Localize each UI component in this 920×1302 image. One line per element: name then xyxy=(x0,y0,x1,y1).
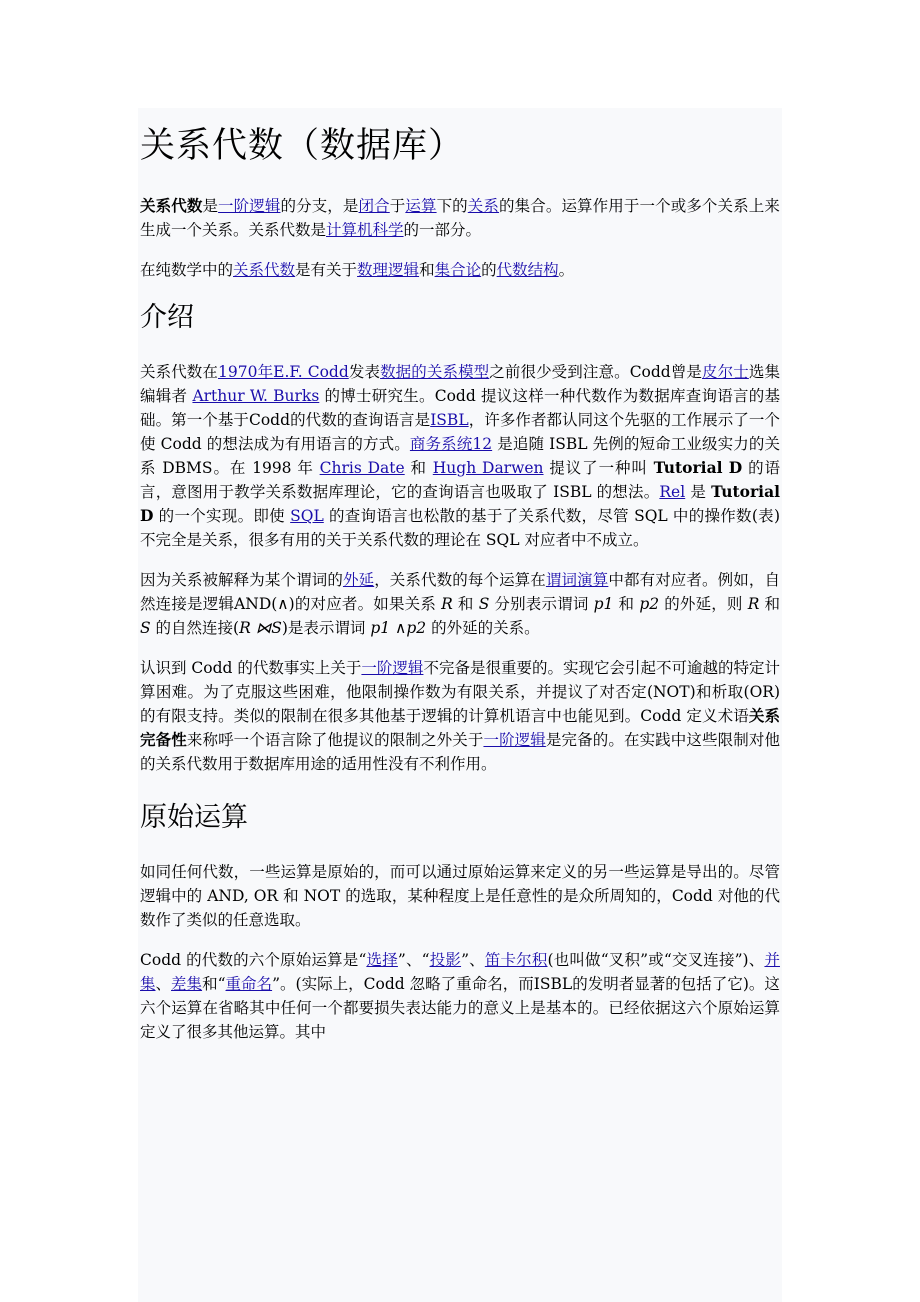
link-closure[interactable]: 闭合 xyxy=(358,197,390,215)
link-relation[interactable]: 关系 xyxy=(467,197,500,215)
section-heading-intro: 介绍 xyxy=(140,302,194,333)
link-projection[interactable]: 投影 xyxy=(429,951,462,969)
history-paragraph: 关系代数在1970年E.F. Codd发表数据的关系模型之前很少受到注意。Codd曾是皮尔士选集编辑者 Arthur W. Burks 的博士研究生。Codd 提议这样一种代数作为数据库查询语言的基础。第一个基于Codd的代数的查询语言是ISBL，许多作者都认同这个先驱的工作展示了一个使 Codd 的想法成为有用语言的方式。商务系统12 是追随 ISBL 先例的短命工业级实力的关系 DBMS。在 1998 年 Chris Date 和 Hugh Darwen 提议了一种叫 Tutorial D 的语言，意图用于教学关系数据库理论，它的查询语言也吸取了 ISBL 的想法。Rel 是 Tutorial D 的一个实现。即使 SQL 的查询语言也松散的基于了关系代数，尽管 SQL 中的操作数(表)不完全是关系，很多有用的关于关系代数的理论在 SQL 对应者中不成立。 xyxy=(140,363,781,549)
completeness-paragraph: 认识到 Codd 的代数事实上关于一阶逻辑不完备是很重要的。实现它会引起不可逾越的特定计算困难。为了克服这些困难，他限制操作数为有限关系，并提议了对否定(NOT)和析取(OR)的有限支持。类似的限制在很多其他基于逻辑的计算机语言中也能见到。Codd 定义术语关系完备性来称呼一个语言除了他提议的限制之外关于一阶逻辑是完备的。在实践中这些限制对他的关系代数用于数据库用途的适用性没有不利作用。 xyxy=(140,659,780,773)
math-paragraph: 在纯数学中的关系代数是有关于数理逻辑和集合论的代数结构。 xyxy=(140,261,575,279)
link-extension[interactable]: 外延 xyxy=(342,571,375,589)
link-hugh-darwen[interactable]: Hugh Darwen xyxy=(432,459,544,477)
link-predicate-calculus[interactable]: 谓词演算 xyxy=(545,571,609,589)
primitive-intro-paragraph: 如同任何代数，一些运算是原始的，而可以通过原始运算来定义的另一些运算是导出的。尽管逻辑中的 AND, OR 和 NOT 的选取，某种程度上是任意性的是众所周知的，Codd 对他的代数作了类似的任意选取。 xyxy=(140,863,780,929)
link-relation-algebra[interactable]: 关系代数 xyxy=(233,261,296,279)
document-page xyxy=(138,108,782,1302)
link-1970[interactable]: 1970年 xyxy=(218,363,274,381)
link-first-order-logic-2[interactable]: 一阶逻辑 xyxy=(361,659,424,677)
link-selection[interactable]: 选择 xyxy=(366,951,398,969)
link-peirce[interactable]: 皮尔士 xyxy=(702,363,749,381)
link-algebraic-structure[interactable]: 代数结构 xyxy=(496,261,559,279)
link-ef-codd[interactable]: E.F. Codd xyxy=(273,363,349,381)
link-operation[interactable]: 运算 xyxy=(405,197,437,215)
link-arthur-burks[interactable]: Arthur W. Burks xyxy=(192,387,320,405)
link-rel[interactable]: Rel xyxy=(659,483,686,501)
link-first-order-logic-3[interactable]: 一阶逻辑 xyxy=(483,731,546,749)
link-cartesian-product[interactable]: 笛卡尔积 xyxy=(484,951,548,969)
link-set-theory[interactable]: 集合论 xyxy=(434,261,482,279)
link-relational-model[interactable]: 数据的关系模型 xyxy=(380,363,490,381)
bold-tutorial-d-2: Tutorial D xyxy=(140,482,781,525)
page-title: 关系代数（数据库） xyxy=(140,126,465,166)
section-heading-primitive-ops: 原始运算 xyxy=(140,802,248,833)
predicate-paragraph: 因为关系被解释为某个谓词的外延，关系代数的每个运算在谓词演算中都有对应者。例如，自然连接是逻辑AND(∧)的对应者。如果关系 R 和 S 分别表示谓词 p1 和 p2 的外延，则 R 和 S 的自然连接(R ⋈S)是表示谓词 p1 ∧p2 的外延的关系。 xyxy=(140,571,781,637)
six-ops-paragraph: Codd 的代数的六个原始运算是“选择”、“投影”、笛卡尔积(也叫做“叉积”或“交叉连接”)、并集、差集和“重命名”。(实际上，Codd 忽略了重命名，而ISBL的发明者显著的包括了它)。这六个运算在省略其中任何一个都要损失表达能力的意义上是基本的。已经依据这六个原始运算定义了很多其他运算。其中 xyxy=(140,951,780,1041)
bold-tutorial-d: Tutorial D xyxy=(653,458,743,477)
link-business-system-12[interactable]: 商务系统12 xyxy=(409,435,493,453)
bold-term: 关系代数 xyxy=(140,196,203,215)
link-isbl[interactable]: ISBL xyxy=(430,411,469,429)
link-mathematical-logic[interactable]: 数理逻辑 xyxy=(357,261,420,279)
link-first-order-logic[interactable]: 一阶逻辑 xyxy=(218,197,281,215)
link-difference[interactable]: 差集 xyxy=(171,975,203,993)
link-chris-date[interactable]: Chris Date xyxy=(319,459,405,477)
intro-paragraph: 关系代数是一阶逻辑的分支，是闭合于运算下的关系的集合。运算作用于一个或多个关系上来生成一个关系。关系代数是计算机科学的一部分。 xyxy=(140,196,780,239)
link-union[interactable]: 并集 xyxy=(140,951,780,993)
bold-relational-completeness: 关系完备性 xyxy=(140,706,780,749)
link-rename[interactable]: 重命名 xyxy=(225,975,273,993)
link-computer-science[interactable]: 计算机科学 xyxy=(326,221,404,239)
link-sql[interactable]: SQL xyxy=(290,507,324,525)
article-body xyxy=(138,120,782,1044)
